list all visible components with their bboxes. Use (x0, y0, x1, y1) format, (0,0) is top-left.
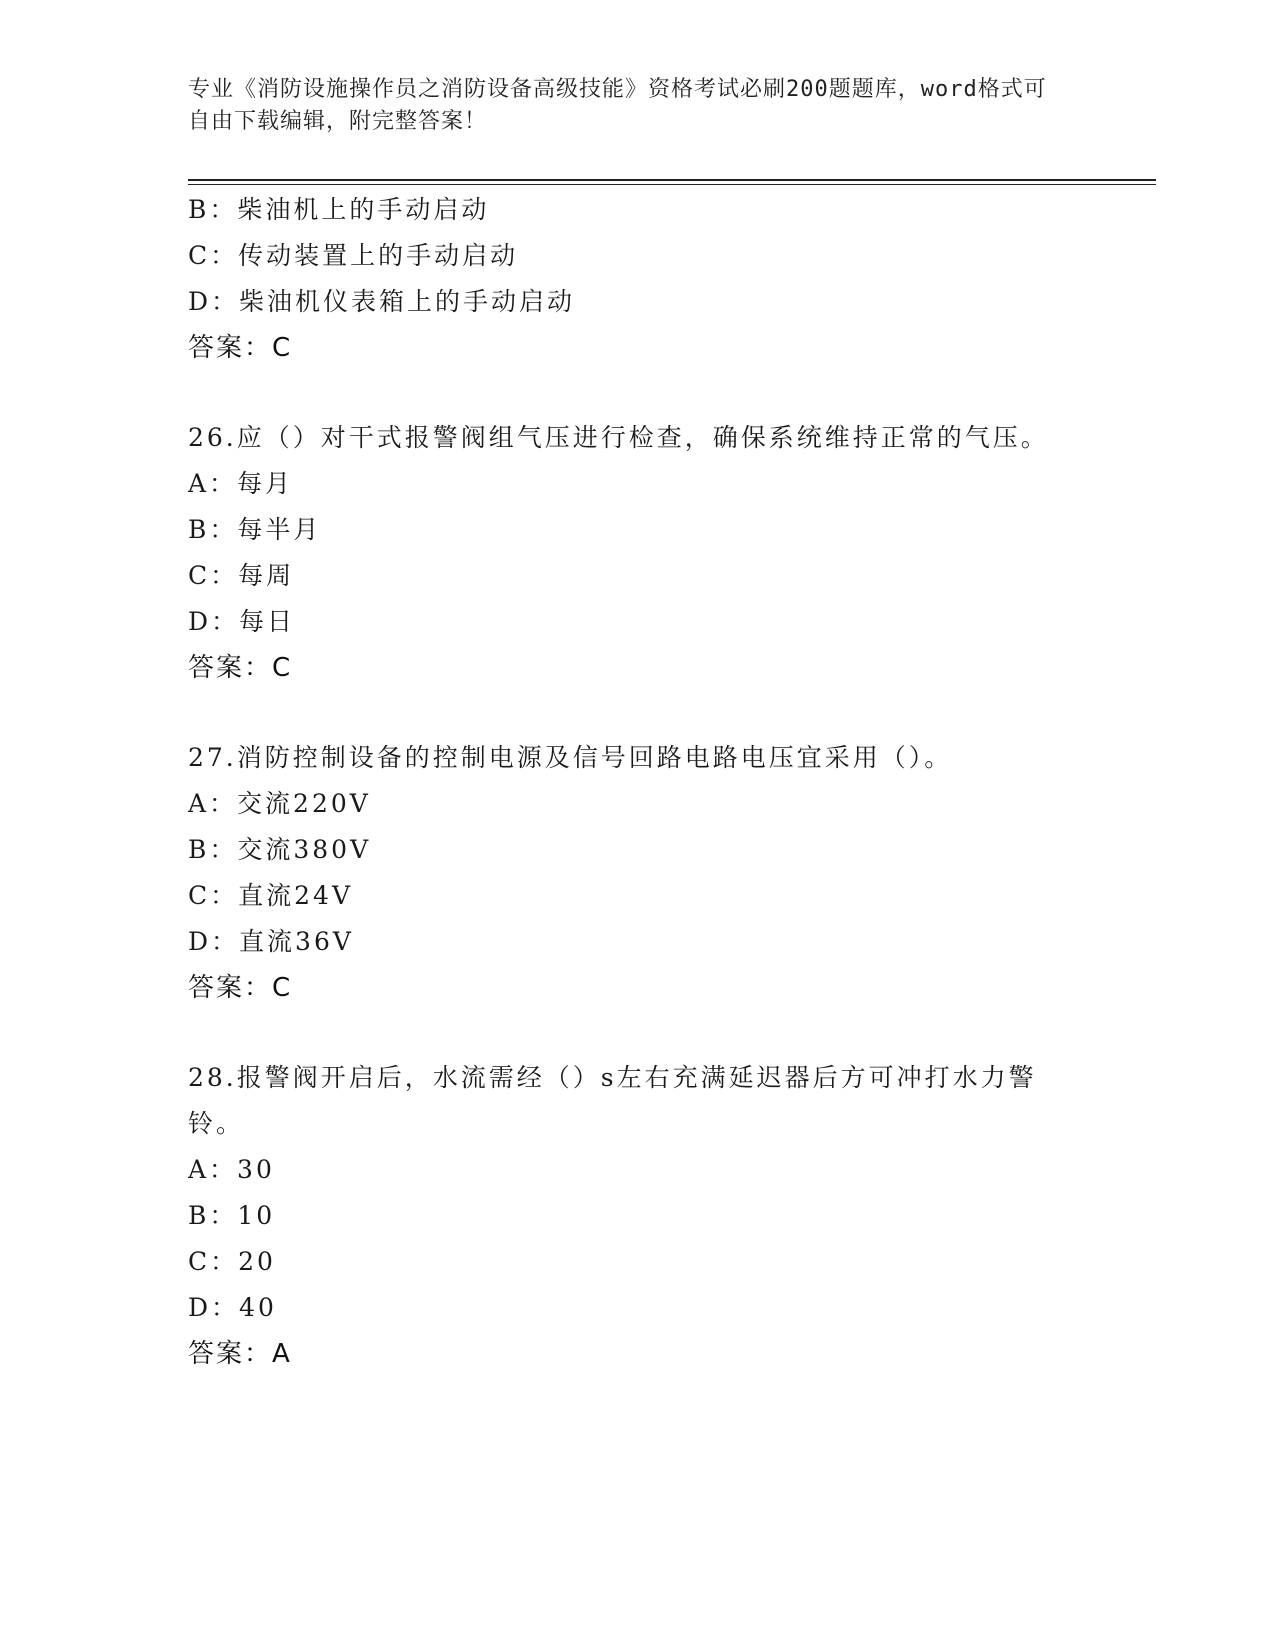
option-c: C：直流24V (188, 881, 353, 910)
option-d: D：直流36V (188, 927, 354, 956)
spacer (188, 371, 1088, 415)
option-b: B：交流380V (188, 835, 372, 864)
option-b: B：每半月 (188, 515, 322, 544)
answer-line: 答案：C (188, 653, 293, 683)
answer-line: 答案：C (188, 973, 293, 1003)
option-a: A：30 (188, 1155, 275, 1184)
spacer (188, 1011, 1088, 1055)
question-stem: 26.应（）对干式报警阀组气压进行检查，确保系统维持正常的气压。 (188, 423, 1049, 452)
option-a: A：交流220V (188, 789, 371, 818)
answer-line: 答案：A (188, 1339, 292, 1369)
document-header: 专业《消防设施操作员之消防设备高级技能》资格考试必刷200题题库，word格式可自由下载编辑，附完整答案！ (188, 77, 1047, 134)
question-stem-line1: 28.报警阀开启后，水流需经（）s左右充满延迟器后方可冲打水力警 (188, 1063, 1037, 1092)
option-c: C：每周 (188, 561, 295, 590)
spacer (188, 691, 1088, 735)
header-rule-thick (188, 179, 1156, 181)
question-stem-line2: 铃。 (188, 1109, 245, 1138)
option-d: D：每日 (188, 607, 296, 636)
option-c: C：20 (188, 1247, 276, 1276)
option-d: D：40 (188, 1293, 277, 1322)
option-d: D：柴油机仪表箱上的手动启动 (188, 287, 576, 316)
document-body (188, 187, 1088, 1377)
option-c: C：传动装置上的手动启动 (188, 241, 519, 270)
answer-line: 答案：C (188, 333, 293, 363)
option-b: B：柴油机上的手动启动 (188, 195, 490, 224)
option-b: B：10 (188, 1201, 276, 1230)
question-stem: 27.消防控制设备的控制电源及信号回路电路电压宜采用（）。 (188, 743, 953, 772)
header-rule-thin (188, 184, 1156, 185)
option-a: A：每月 (188, 469, 294, 498)
